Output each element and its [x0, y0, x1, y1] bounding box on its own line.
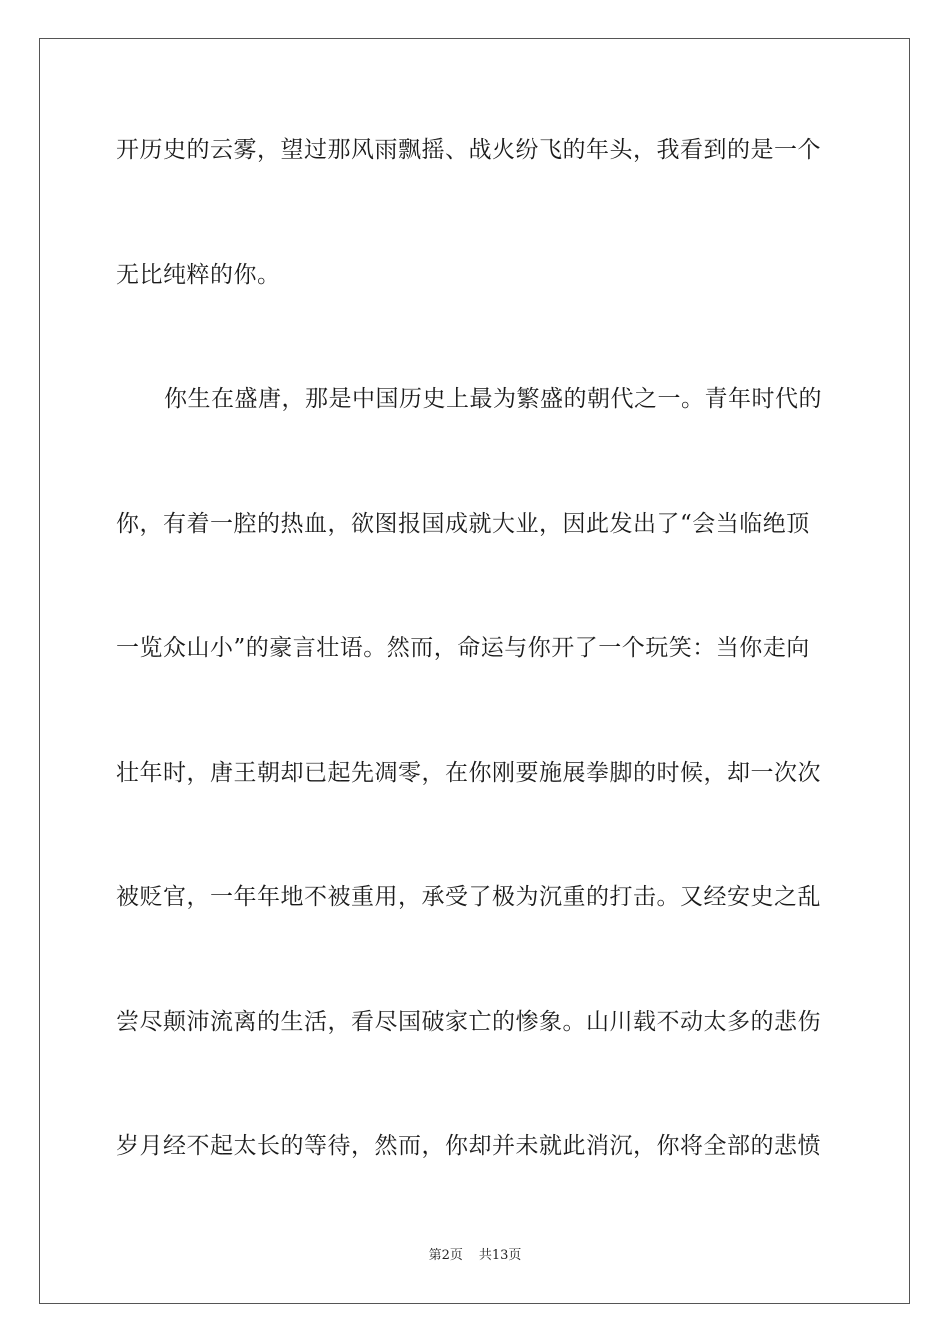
- text-line: 被贬官，一年年地不被重用，承受了极为沉重的打击。又经安史之乱: [116, 884, 821, 910]
- page-number: 第2页: [428, 1248, 463, 1263]
- text-line: 壮年时，唐王朝却已起先凋零，在你刚要施展拳脚的时候，却一次次: [116, 760, 821, 786]
- text-line: 一览众山小”的豪言壮语。然而，命运与你开了一个玩笑：当你走向: [116, 635, 810, 661]
- page-footer: [0, 1247, 950, 1265]
- page-count: 共13页: [478, 1248, 522, 1263]
- text-line: 尝尽颠沛流离的生活，看尽国破家亡的惨象。山川载不动太多的悲伤: [116, 1009, 821, 1035]
- text-line: 开历史的云雾，望过那风雨飘摇、战火纷飞的年头，我看到的是一个: [116, 137, 821, 163]
- text-line: 岁月经不起太长的等待，然而，你却并未就此消沉，你将全部的悲愤: [116, 1133, 821, 1159]
- page-border: [39, 38, 910, 1304]
- paragraph-first-line: 你生在盛唐，那是中国历史上最为繁盛的朝代之一。青年时代的: [164, 386, 822, 412]
- text-line: 你，有着一腔的热血，欲图报国成就大业，因此发出了“会当临绝顶: [116, 511, 810, 537]
- text-line: 无比纯粹的你。: [116, 262, 281, 288]
